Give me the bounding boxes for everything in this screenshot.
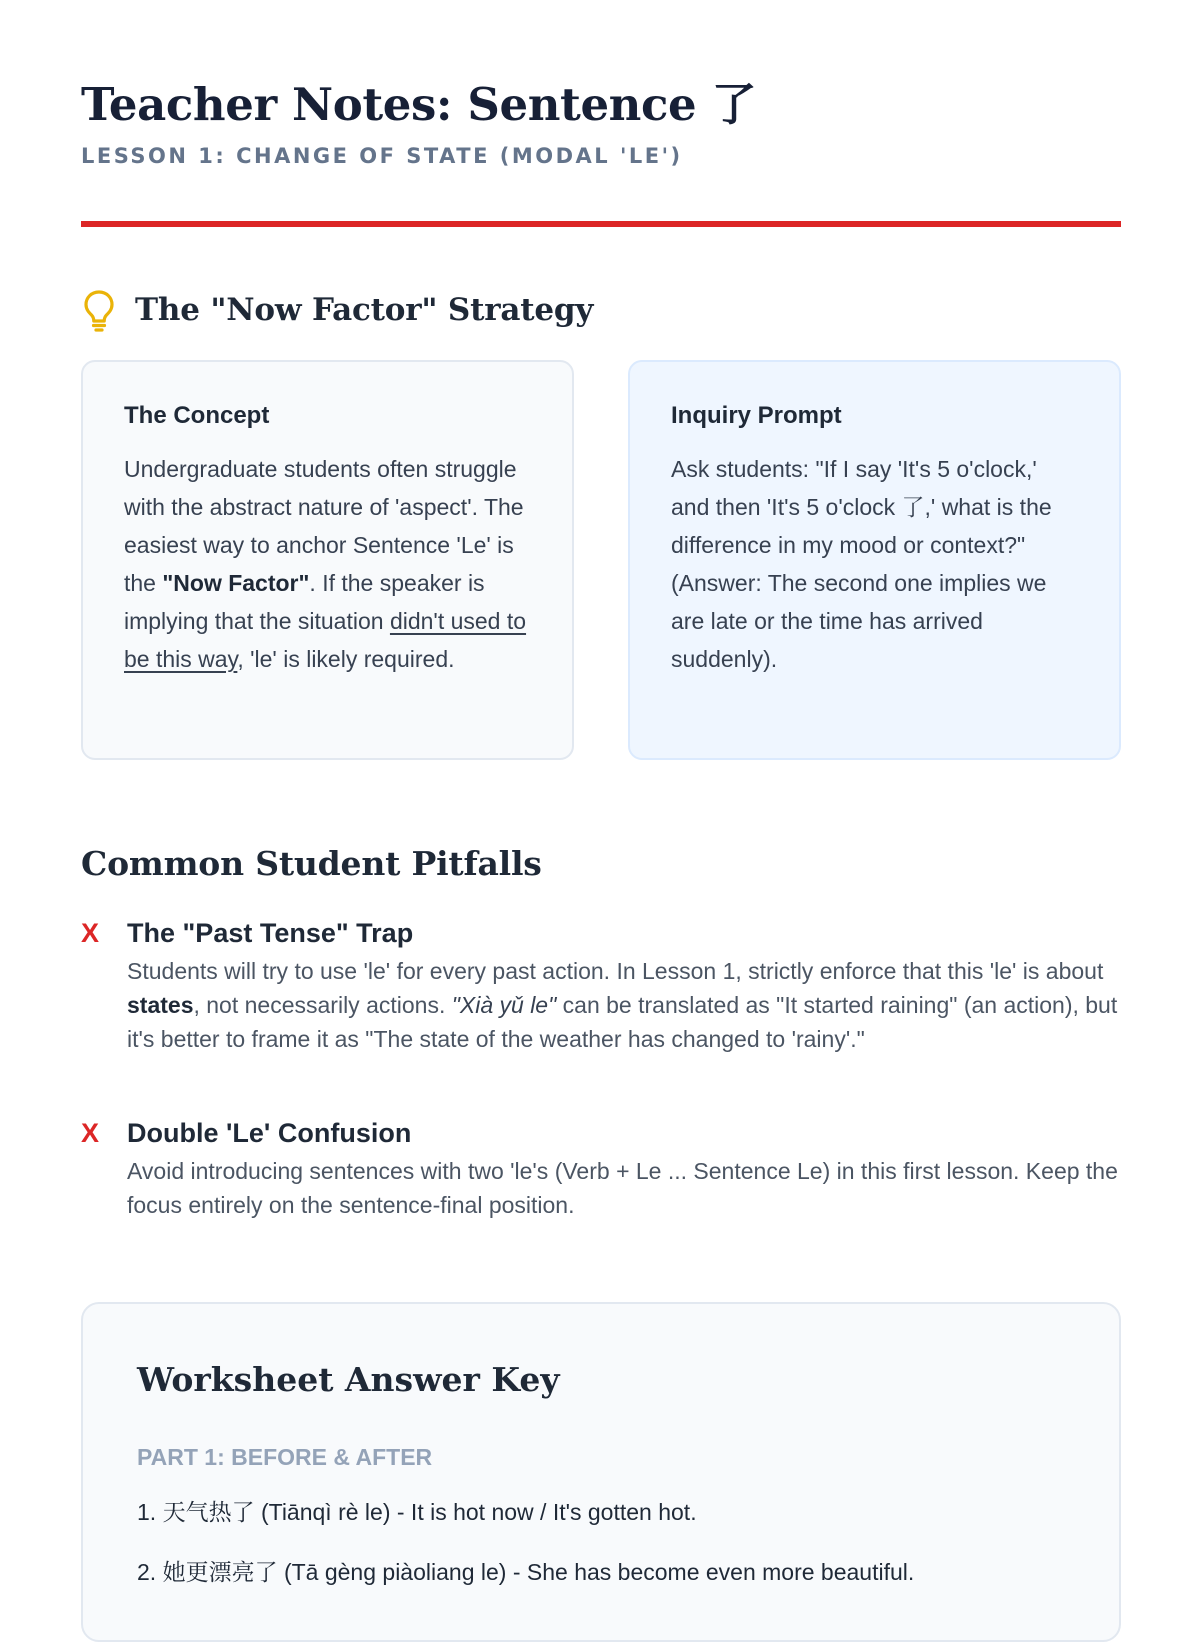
lightbulb-icon [81,288,117,332]
answer-key-title: Worksheet Answer Key [137,1360,560,1399]
page-title: Teacher Notes: Sentence 了 [81,78,757,131]
pitfall-title: Double 'Le' Confusion [127,1118,412,1148]
now-factor-emphasis: "Now Factor" [162,570,310,596]
pitfall-text-part-2: , not necessarily actions. [193,992,452,1018]
page-subtitle: LESSON 1: CHANGE OF STATE (MODAL 'LE') [81,144,683,168]
inquiry-card-title: Inquiry Prompt [671,402,842,429]
concept-underlined-phrase: didn't used to be this way [124,608,527,672]
states-emphasis: states [127,992,194,1018]
pinyin-example: "Xià yǔ le" [451,992,557,1018]
inquiry-prompt-card [628,360,1121,760]
answer-item: 2. 她更漂亮了 (Tā gèng piàoliang le) - She has become even more beautiful. [137,1559,915,1585]
inquiry-card-text: Ask students: "If I say 'It's 5 o'clock,' and then 'It's 5 o'clock 了,' what is the difference in my mood or context?" (Answer: The second one implies we are late or the time has arrived suddenly). [671,456,1052,672]
answer-key-box [81,1302,1121,1642]
concept-card [81,360,574,760]
x-mark-icon: X [81,918,100,948]
part-label: PART 1: BEFORE & AFTER [137,1444,433,1470]
concept-text-part-2: . If the speaker is implying that the situation [124,570,485,634]
answer-item: 1. 天气热了 (Tiānqì rè le) - It is hot now / It's gotten hot. [137,1499,697,1525]
strategy-section-header [81,288,593,332]
x-mark-icon: X [81,1118,100,1148]
concept-text-part-3: , 'le' is likely required. [237,646,455,672]
pitfall-text-part-3: can be translated as "It started raining" (an action), but it's better to frame it as "The state of the weather has changed to 'rainy'." [127,992,1118,1052]
pitfall-title: The "Past Tense" Trap [127,918,414,948]
concept-card-text [124,450,532,678]
pitfall-text [127,954,1127,1056]
header-divider [81,221,1121,227]
pitfall-text-part-1: Students will try to use 'le' for every past action. In Lesson 1, strictly enforce that this 'le' is about [127,958,1104,984]
concept-text-part-1: Undergraduate students often struggle with the abstract nature of 'aspect'. The easiest way to anchor Sentence 'Le' is the [124,456,524,596]
pitfall-text: Avoid introducing sentences with two 'le's (Verb + Le ... Sentence Le) in this first lesson. Keep the focus entirely on the sentence-final position. [127,1158,1118,1218]
pitfalls-title: Common Student Pitfalls [81,844,542,883]
strategy-title: The "Now Factor" Strategy [135,292,594,328]
concept-card-title: The Concept [124,402,270,429]
